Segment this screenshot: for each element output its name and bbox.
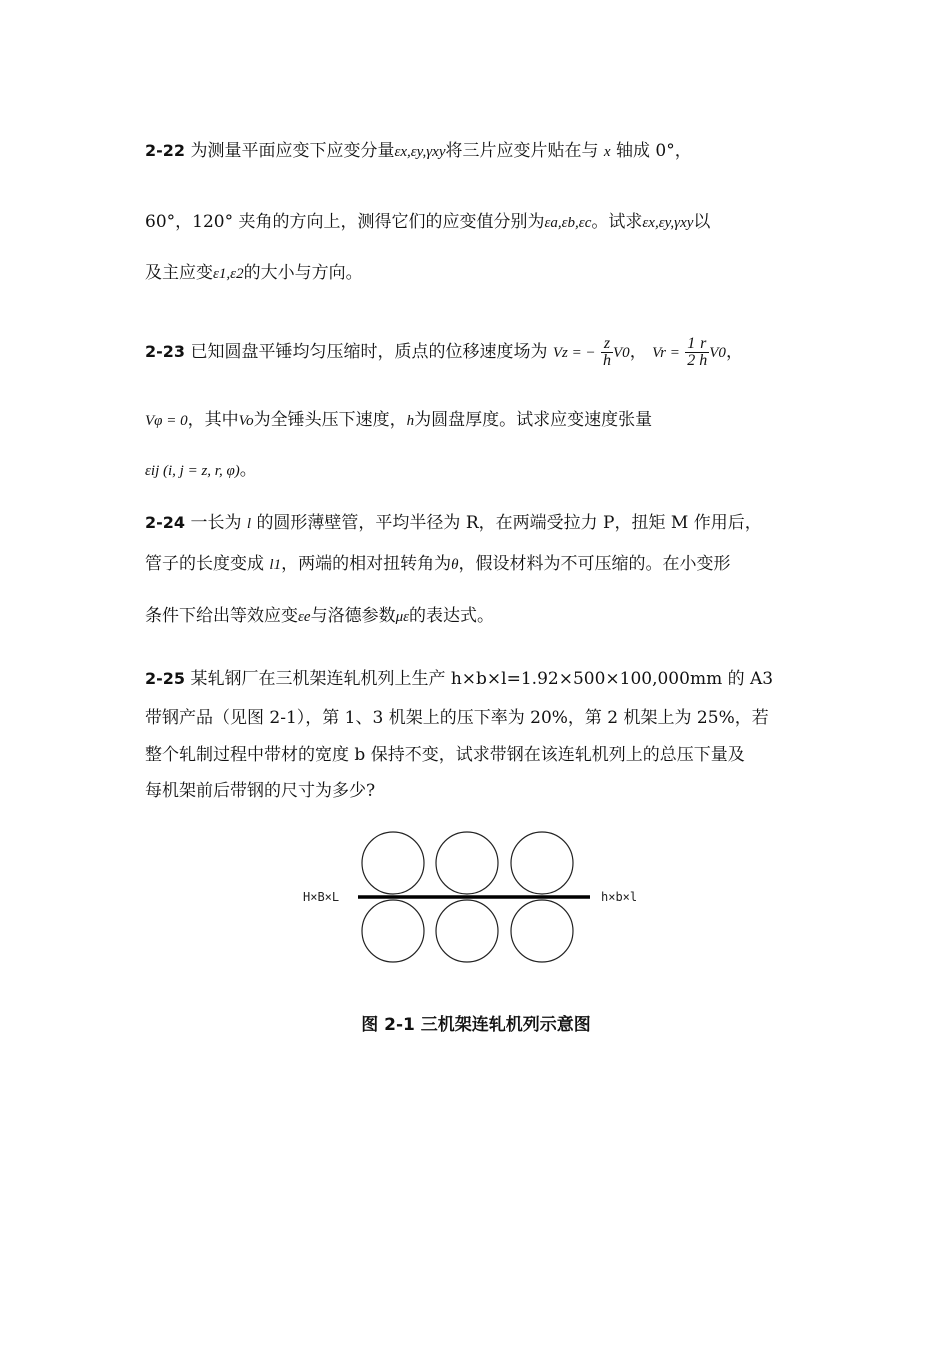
upper-roll-3 xyxy=(511,832,573,894)
upper-roll-1 xyxy=(362,832,424,894)
text: ，假设材料为不可压缩的。在小变形 xyxy=(458,554,731,574)
math-theta: θ xyxy=(451,557,459,573)
lower-roll-3 xyxy=(511,900,573,962)
text: ， xyxy=(629,342,647,362)
exit-dimension-label: h×b×l xyxy=(601,890,638,904)
math-strain-rate-tensor: εij (i, j = z, r, φ) xyxy=(145,463,240,479)
problem-2-22-line-1 xyxy=(145,136,692,161)
problem-2-23-line-3 xyxy=(145,455,257,480)
math-x: x xyxy=(603,144,611,160)
math-strain-components: εx,εy,γxy xyxy=(394,144,446,160)
text: 的表达式。 xyxy=(409,606,495,626)
math-l: l xyxy=(246,516,252,532)
math-measured-strains: εa,εb,εc xyxy=(544,215,592,231)
math-vr: Vr = xyxy=(652,345,680,361)
text: 一长为 xyxy=(190,513,242,533)
problem-2-22-line-2 xyxy=(145,207,710,232)
math-v0: Vo xyxy=(238,413,254,429)
math-lode-parameter: με xyxy=(395,609,410,625)
math-v0: V0 xyxy=(709,345,726,361)
math-principal-strains: ε1,ε2 xyxy=(213,266,244,282)
rolling-mill-diagram xyxy=(0,825,952,995)
text: 为全锤头压下速度， xyxy=(253,410,407,430)
math-l1: l1 xyxy=(269,557,282,573)
problem-number: 2-22 xyxy=(145,141,186,160)
entry-dimension-label: H×B×L xyxy=(303,890,340,904)
text: 将三片应变片贴在与 xyxy=(445,141,599,161)
text: 为圆盘厚度。试求应变速度张量 xyxy=(414,410,653,430)
text: 管子的长度变成 xyxy=(145,554,264,574)
text: 与洛德参数 xyxy=(310,606,396,626)
problem-number: 2-24 xyxy=(145,513,186,532)
problem-2-23-line-1 xyxy=(145,336,743,369)
problem-2-25-line-2: 带钢产品（见图 2-1），第 1、3 机架上的压下率为 20%，第 2 机架上为 25%，若 xyxy=(145,708,769,728)
text: ，两端的相对扭转角为 xyxy=(281,554,452,574)
problem-number: 2-23 xyxy=(145,342,186,361)
text: 的圆形薄壁管，平均半径为 R，在两端受拉力 P，扭矩 M 作用后， xyxy=(256,513,762,533)
problem-2-25-line-1 xyxy=(145,664,773,689)
text: 条件下给出等效应变 xyxy=(145,606,298,626)
text: ，其中 xyxy=(187,410,239,430)
text: 已知圆盘平锤均匀压缩时，质点的位移速度场为 xyxy=(190,342,548,362)
problem-2-23-line-2 xyxy=(145,405,652,430)
problem-number: 2-25 xyxy=(145,669,186,688)
figure-caption: 图 2-1 三机架连轧机列示意图 xyxy=(361,1015,591,1035)
text: 为测量平面应变下应变分量 xyxy=(190,141,395,161)
lower-roll-2 xyxy=(436,900,498,962)
text: 。试求 xyxy=(591,212,643,232)
text: 轴成 0°， xyxy=(615,141,692,161)
fraction-r-h: $\frac{r}{h}$ xyxy=(699,335,708,369)
math-v0: V0 xyxy=(613,345,630,361)
math-vz: Vz = − xyxy=(552,345,596,361)
problem-2-24-line-2 xyxy=(145,549,730,574)
problem-2-25-line-4: 每机架前后带钢的尺寸为多少? xyxy=(145,781,376,801)
text: 60°，120° 夹角的方向上，测得它们的应变值分别为 xyxy=(145,212,545,232)
math-strain-components: εx,εy,γxy xyxy=(642,215,694,231)
upper-roll-2 xyxy=(436,832,498,894)
math-vphi: Vφ = 0 xyxy=(145,413,188,429)
text: 以 xyxy=(693,212,711,232)
problem-2-24-line-1 xyxy=(145,508,762,533)
fraction-z-h: $\frac{z}{h}$ xyxy=(603,335,612,369)
text: 。 xyxy=(239,460,257,480)
text: 及主应变 xyxy=(145,263,213,283)
text: ， xyxy=(725,342,743,362)
problem-2-24-line-3 xyxy=(145,601,494,626)
text: 的大小与方向。 xyxy=(243,263,363,283)
math-equivalent-strain: εe xyxy=(298,609,311,625)
problem-2-25-line-3: 整个轧制过程中带材的宽度 b 保持不变，试求带钢在该连轧机列上的总压下量及 xyxy=(145,745,745,765)
text: 某轧钢厂在三机架连轧机列上生产 h×b×l=1.92×500×100,000mm 的 A3 xyxy=(190,669,774,689)
problem-2-22-line-3 xyxy=(145,258,363,283)
lower-roll-1 xyxy=(362,900,424,962)
fraction-1-2: $\frac{1}{2}$ xyxy=(687,335,696,369)
math-h: h xyxy=(406,413,415,429)
